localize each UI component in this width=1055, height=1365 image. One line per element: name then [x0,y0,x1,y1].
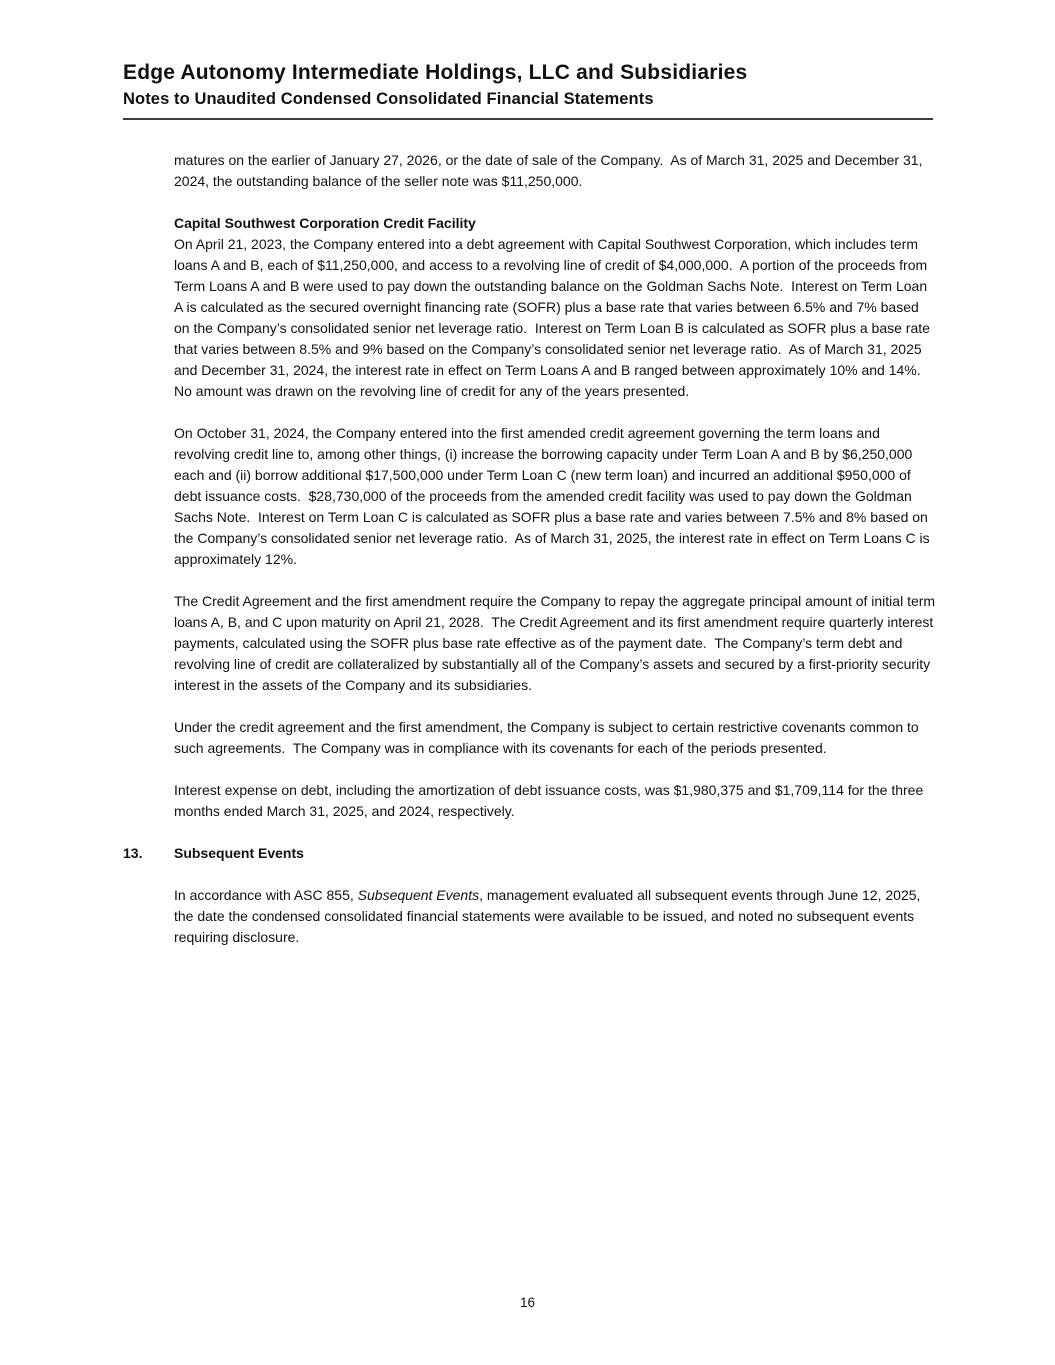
credit-facility-heading: Capital Southwest Corporation Credit Facility [174,214,476,231]
credit-facility-paragraph-5: Interest expense on debt, including the amortization of debt issuance costs, was $1,980,375 and $1,709,114 for the three months ended March 31, 2025, and 2024, respectively. [174,781,928,819]
subsequent-events-heading: Subsequent Events [174,844,304,861]
document-subtitle: Notes to Unaudited Condensed Consolidated Financial Statements [123,90,654,109]
document-title: Edge Autonomy Intermediate Holdings, LLC and Subsidiaries [123,61,748,84]
document-footer [0,1295,1055,1310]
document-body [123,150,939,948]
subsequent-events-text-before: In accordance with ASC 855, [174,886,358,903]
page-number: 16 [519,1295,536,1310]
asc-855-italic-title: Subsequent Events [357,886,480,903]
subsequent-events-text-after: , management evaluated all subsequent events through June 12, 2025, the date the condensed consolidated financial statements were available to be issued, and noted no subsequent events requiring disclosure. [174,886,925,945]
credit-facility-section [174,213,937,822]
document-header [123,60,933,120]
credit-facility-paragraph-4: Under the credit agreement and the first amendment, the Company is subject to certain restrictive covenants common to such agreements. The Company was in compliance with its covenants for each of the periods presented. [174,718,923,756]
intro-paragraph: matures on the earlier of January 27, 2026, or the date of sale of the Company. As of March 31, 2025 and December 31, 2024, the outstanding balance of the seller note was $11,250,000. [174,151,927,189]
subsequent-events-section [123,843,937,948]
credit-facility-paragraph-3: The Credit Agreement and the first amendment require the Company to repay the aggregate principal amount of initial term loans A, B, and C upon maturity on April 21, 2028. The Credit Agreement and its first amendment require quarterly interest payments, calculated using the SOFR plus base rate effective as of the payment date. The Company’s term debt and revolving line of credit are collateralized by substantially all of the Company’s assets and secured by a first-priority security interest in the assets of the Company and its subsidiaries. [174,592,939,693]
section-number: 13. [123,844,143,861]
credit-facility-paragraph-1: On April 21, 2023, the Company entered into a debt agreement with Capital Southwest Corporation, which includes term loans A and B, each of $11,250,000, and access to a revolving line of credit of $4,000,000. A portion of the proceeds from Term Loans A and B were used to pay down the outstanding balance on the Goldman Sachs Note. Interest on Term Loan A is calculated as the secured overnight financing rate (SOFR) plus a base rate that varies between 6.5% and 7% based on the Company’s consolidated senior net leverage ratio. Interest on Term Loan B is calculated as SOFR plus a base rate that varies between 8.5% and 9% based on the Company’s consolidated senior net leverage ratio. As of March 31, 2025 and December 31, 2024, the interest rate in effect on Term Loans A and B ranged between approximately 10% and 14%. No amount was drawn on the revolving line of credit for any of the years presented. [174,235,934,399]
credit-facility-paragraph-2: On October 31, 2024, the Company entered into the first amended credit agreement governing the term loans and revolving credit line to, among other things, (i) increase the borrowing capacity under Term Loan A and B by $6,250,000 each and (ii) borrow additional $17,500,000 under Term Loan C (new term loan) and incurred an additional $950,000 of debt issuance costs. $28,730,000 of the proceeds from the amended credit facility was used to pay down the Goldman Sachs Note. Interest on Term Loan C is calculated as SOFR plus a base rate and varies between 7.5% and 8% based on the Company’s consolidated senior net leverage ratio. As of March 31, 2025, the interest rate in effect on Term Loans C is approximately 12%. [174,424,934,567]
section-heading-row [123,843,937,864]
subsequent-events-paragraph [174,885,937,948]
